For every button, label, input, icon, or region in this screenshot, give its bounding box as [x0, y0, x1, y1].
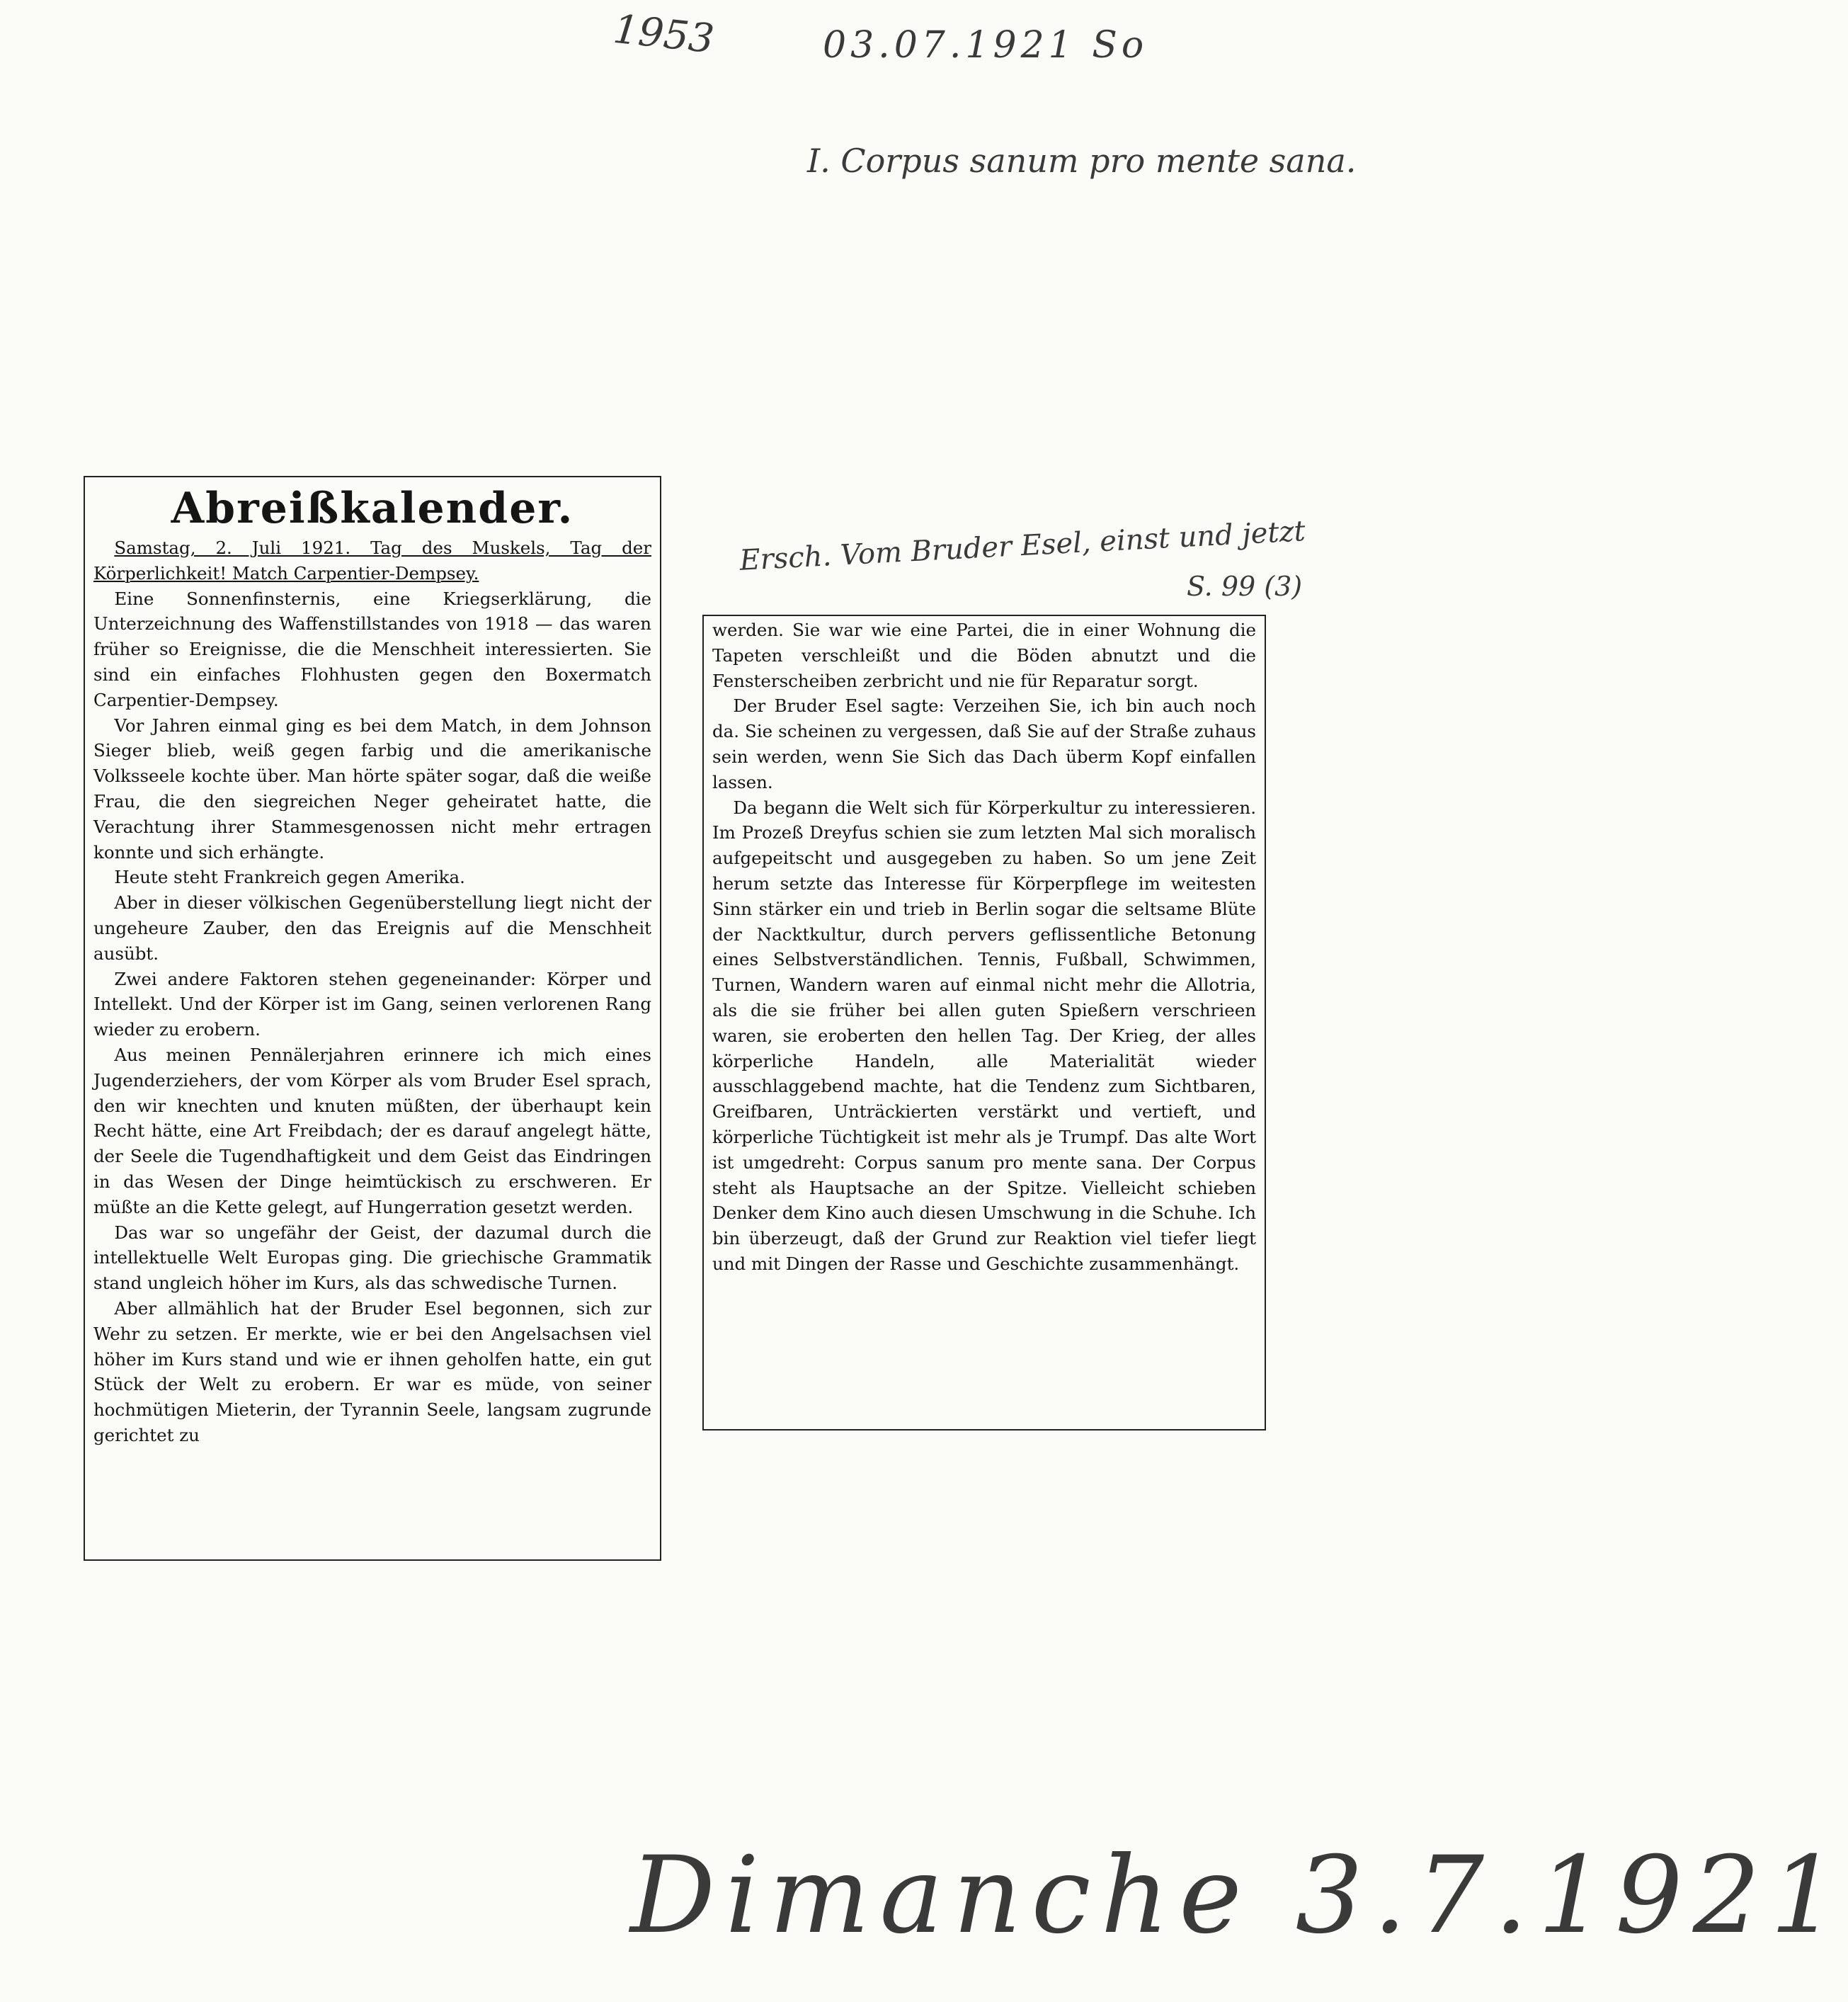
article-dateline: Samstag, 2. Juli 1921. Tag des Muskels, Tag der Körperlichkeit! Match Carpentier-Dempsey.: [93, 538, 651, 584]
clipping-left-column: [84, 476, 661, 1561]
motto-note: I. Corpus sanum pro mente sana.: [807, 142, 1357, 180]
paragraph: Das war so ungefähr der Geist, der dazumal durch die intellektuelle Welt Europas ging. Die griechische Grammatik stand ungleich höher im Kurs, als das schwedische Turnen.: [93, 1222, 651, 1294]
archive-number-note: 1953: [610, 6, 717, 63]
clipping-right-column: [702, 615, 1266, 1431]
paragraph: Eine Sonnenfinsternis, eine Kriegserklärung, die Unterzeichnung des Waffenstillstandes von 1918 — das waren früher so Ereignisse, die die Menschheit interessierten. Sie sind ein einfaches Flohhusten gegen den Boxermatch Carpentier-Dempsey.: [93, 588, 651, 710]
paragraph: Aus meinen Pennälerjahren erinnere ich mich eines Jugenderziehers, der vom Körper als vom Bruder Esel sprach, den wir knechten und knuten müßten, der überhaupt kein Recht hätte, eine Art Freibdach; der es darauf angelegt hätte, der Seele die Tugendhaftigkeit und dem Geist das Eindringen in das Wesen der Dinge heimtückisch zu erschweren. Er müßte an die Kette gelegt, auf Hungerration gesetzt werden.: [93, 1044, 651, 1217]
day-note: Dimanche 3.7.1921: [630, 1834, 1848, 1957]
paragraph: Heute steht Frankreich gegen Amerika.: [114, 867, 465, 888]
page-note: S. 99 (3): [1187, 571, 1303, 602]
paragraph: Vor Jahren einmal ging es bei dem Match, in dem Johnson Sieger blieb, weiß gegen farbig und die amerikanische Volksseele kochte über. Man hörte später sogar, daß die weiße Frau, die den siegreichen Neger geheiratet hatte, die Verachtung ihrer Stammesgenossen nicht mehr ertragen konnte und sich erhängte.: [93, 715, 651, 863]
paragraph: Der Bruder Esel sagte: Verzeihen Sie, ich bin auch noch da. Sie scheinen zu vergessen, daß Sie auf der Straße zuhaus sein werden, wenn Sie Sich das Dach überm Kopf einfallen lassen.: [712, 695, 1256, 792]
paragraph: Zwei andere Faktoren stehen gegeneinander: Körper und Intellekt. Und der Körper ist im Gang, seinen verlorenen Rang wieder zu erobern.: [93, 968, 651, 1040]
article-title: Abreißkalender.: [171, 484, 574, 533]
paragraph: Aber allmählich hat der Bruder Esel begonnen, sich zur Wehr zu setzen. Er merkte, wie er bei den Angelsachsen viel höher im Kurs stand und wie er ihnen geholfen hatte, ein gut Stück der Welt zu erobern. Er war es müde, von seiner hochmütigen Mieterin, der Tyrannin Seele, langsam zugrunde gerichtet zu: [93, 1297, 651, 1445]
source-note: Ersch. Vom Bruder Esel, einst und jetzt: [738, 515, 1306, 577]
paragraph: werden. Sie war wie eine Partei, die in einer Wohnung die Tapeten verschleißt und die Böden abnutzt und die Fensterscheiben zerbricht und nie für Reparatur sorgt.: [712, 620, 1256, 691]
paragraph: Aber in dieser völkischen Gegenüberstellung liegt nicht der ungeheure Zauber, den das Ereignis auf die Menschheit ausübt.: [93, 892, 651, 964]
paragraph: Da begann die Welt sich für Körperkultur zu interessieren. Im Prozeß Dreyfus schien sie zum letzten Mal sich moralisch aufgepeitscht und ausgegeben zu haben. So um jene Zeit herum setzte das Interesse für Körperpflege im weitesten Sinn stärker ein und trieb in Berlin sogar die seltsame Blüte der Nacktkultur, durch pervers geflissentliche Betonung eines Selbstverständlichen. Tennis, Fußball, Schwimmen, Turnen, Wandern waren auf einmal nicht mehr die Allotria, als die sie früher bei allen guten Spießern verschrieen waren, sie eroberten den hellen Tag. Der Krieg, der alles körperliche Handeln, alle Materialität wieder ausschlaggebend machte, hat die Tendenz zum Sichtbaren, Greifbaren, Unträckierten verstärkt und vertieft, und körperliche Tüchtigkeit ist mehr als je Trumpf. Das alte Wort ist umgedreht: Corpus sanum pro mente sana. Der Corpus steht als Hauptsache an der Spitze. Vielleicht schieben Denker dem Kino auch diesen Umschwung in die Schuhe. Ich bin überzeugt, daß der Grund zur Reaktion viel tiefer liegt und mit Dingen der Rasse und Geschichte zusammenhängt.: [712, 797, 1256, 1274]
date-note: 03.07.1921 So: [823, 24, 1148, 67]
